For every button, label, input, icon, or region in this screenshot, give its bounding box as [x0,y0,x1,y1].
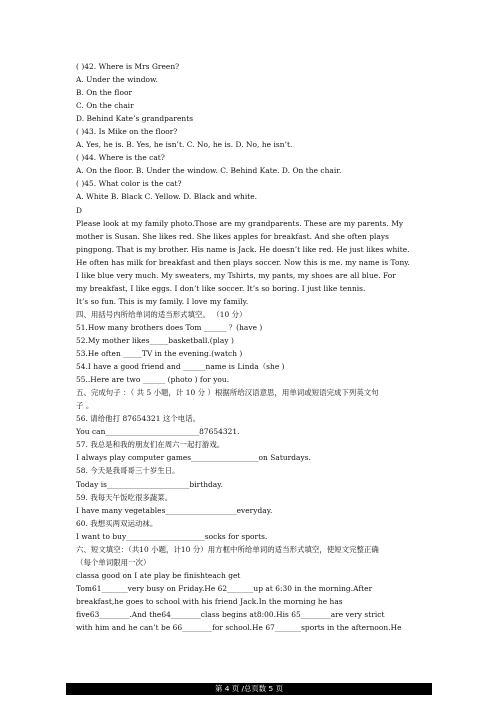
passage-line: mother is Susan. She likes red. She likes apples for breakfast. And she often plays [76,231,389,241]
page-content [76,60,436,634]
text-line: ( )44. Where is the cat? [76,153,165,163]
text-line: D. Behind Kate’s grandparents [76,114,194,124]
text-line: A. On the floor. B. Under the window. C. Behind Kate. D. On the chair. [76,166,342,176]
exercise-line: 54.I have a good friend and ______name is Linda（she ) [76,362,285,372]
passage-line: He often has milk for breakfast and then plays soccer. Now this is me. my name is Tony. [76,257,410,267]
section-five [76,386,436,543]
text-line: ( )45. What color is the cat? [76,179,182,189]
section-heading: 四、用括号内所给单词的适当形式填空。 （10 分） [76,309,247,319]
section-heading: 六、短文填空：（共10 小题，计10 分）用方框中所给单词的适当形式填空，使短文完整正确 [76,544,379,554]
text-line: ( )43. Is Mike on the floor? [76,127,178,137]
text-line: A. Under the window. [76,75,158,85]
text-line: ( )42. Where is Mrs Green? [76,62,180,71]
exercise-line: 55..Here are two ______ (photo ) for you. [76,375,230,385]
exercise-line: 57. 我总是和我的朋友们在周六一起打游戏。 [76,440,225,450]
page-number: 第 4 页 /总页数 5 页 [215,684,283,693]
page-footer [66,683,432,695]
exercise-line: I want to buy_____________________socks for sports. [76,531,268,541]
passage-line: It’s so fun. This is my family. I love my family. [76,296,249,306]
question-block [76,60,436,217]
cloze-line: breakfast,he goes to school with his friend Jack.In the morning he has [76,596,343,606]
exercise-line: 60. 我想买两双运动袜。 [76,518,158,528]
section-six [76,543,436,634]
text-line: A. Yes, he is. B. Yes, he isn’t. C. No, he is. D. No, he isn’t. [76,140,293,150]
cloze-line: with him and he can’t be 66________for school.He 67_______sports in the afternoon.He [76,623,402,633]
section-heading: （每个单词限用一次） [76,557,151,567]
reading-passage [76,217,436,308]
exercise-line: 58. 今天是我哥哥三十岁生日。 [76,466,180,476]
section-four [76,308,436,386]
text-line: D [76,205,82,215]
text-line: A. White B. Black C. Yellow. D. Black and white. [76,192,258,202]
exercise-line: 56. 请给他打 87654321 这个电话。 [76,414,201,424]
passage-line: pingpong. That is my brother. His name is Jack. He doesn’t like red. He just likes white. [76,244,410,254]
passage-line: Please look at my family photo.Those are my grandparents. These are my parents. My [76,218,404,228]
section-heading: 五、完成句子 ：（ 共 5 小题，计 10 分 ）根据所给汉语意思，用单词或短语完成下列英文句 [76,388,379,398]
exercise-line: Today is______________________birthday. [76,479,223,489]
exercise-line: 52.My mother likes_____basketball.(play ) [76,335,234,345]
text-line: C. On the chair [76,101,134,111]
exercise-line: You can_________________________87654321. [76,427,240,437]
exercise-line: 59. 我每天午饭吃很多蔬菜。 [76,492,173,502]
passage-line: I like blue very much. My sweaters, my Tshirts, my pants, my shoes are all blue. For [76,270,396,280]
exercise-line: I always play computer games__________________on Saturdays. [76,453,311,463]
word-box: classa good on I ate play be finishteach get [76,570,241,580]
cloze-line: five63________.And the64________class begins at8:00.His 65________are very strict [76,609,385,619]
exercise-line: 51.How many brothers does Tom ______ ？(have ) [76,322,263,332]
exercise-line: I have many vegetables___________________everyday. [76,505,273,515]
section-heading: 子 。 [76,401,94,411]
exercise-line: 53.He often _____TV in the evening.(watch ) [76,349,243,359]
passage-line: my breakfast, I like eggs. I don’t like soccer. It’s so boring. I just like tennis. [76,283,366,293]
text-line: B. On the floor [76,88,133,98]
cloze-line: Tom61_______very busy on Friday.He 62_______up at 6:30 in the morning.After [76,583,373,593]
